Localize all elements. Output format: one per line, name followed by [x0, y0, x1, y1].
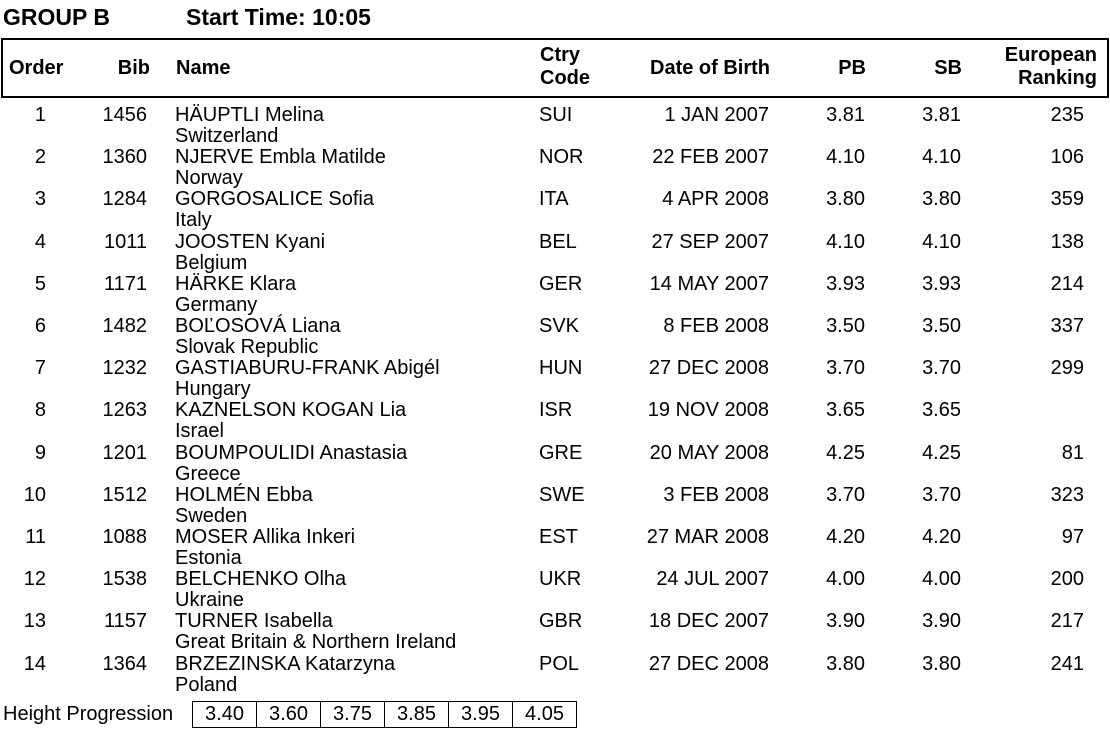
col-pb: PB — [838, 57, 866, 79]
athlete-name: BOUMPOULIDI Anastasia — [175, 441, 408, 464]
date-of-birth: 14 MAY 2007 — [649, 272, 769, 295]
country-code: POL — [539, 652, 580, 675]
order-cell: 4 — [34, 230, 46, 253]
col-ranking — [963, 44, 1097, 90]
height-box: 3.40 — [193, 702, 257, 727]
order-cell: 13 — [23, 610, 46, 633]
sb-cell: 3.70 — [922, 357, 961, 380]
ranking-cell: 337 — [1050, 315, 1084, 337]
table-row — [0, 609, 1110, 654]
col-ctry-code — [540, 44, 590, 90]
sb-cell: 3.81 — [922, 104, 961, 126]
athlete-country: Switzerland — [175, 125, 279, 147]
ranking-cell: 214 — [1050, 272, 1084, 295]
start-time: Start Time: 10:05 — [186, 4, 371, 30]
date-of-birth: 27 SEP 2007 — [651, 230, 769, 253]
pb-cell: 4.20 — [826, 526, 865, 548]
table-row — [0, 483, 1110, 525]
sb-cell: 3.80 — [922, 188, 961, 211]
sb-cell: 4.00 — [922, 568, 961, 591]
table-row — [0, 567, 1110, 612]
table-row — [0, 230, 1110, 272]
order-cell: 8 — [34, 399, 46, 422]
pb-cell: 3.90 — [826, 610, 865, 633]
height-box: 4.05 — [525, 703, 564, 725]
country-code: GER — [539, 272, 583, 295]
pb-cell: 4.10 — [826, 146, 865, 169]
athlete-name: MOSER Allika Inkeri — [175, 526, 356, 548]
table-row — [0, 272, 1110, 314]
date-of-birth: 3 FEB 2008 — [663, 483, 769, 506]
sb-cell: 3.50 — [922, 315, 961, 337]
order-cell: 14 — [23, 652, 46, 675]
country-code: GRE — [539, 441, 583, 464]
ranking-cell: 81 — [1061, 441, 1084, 464]
height-box: 3.95 — [449, 702, 513, 727]
athlete-country: Ukraine — [175, 589, 244, 612]
col-ctry-line1: Ctry — [540, 44, 581, 66]
bib-cell: 1364 — [102, 652, 147, 675]
ranking-cell: 106 — [1050, 146, 1084, 169]
col-name: Name — [176, 57, 231, 79]
table-row — [0, 145, 1110, 190]
ranking-cell: 359 — [1050, 188, 1084, 211]
date-of-birth: 20 MAY 2008 — [649, 441, 769, 464]
col-ctry-line2: Code — [540, 67, 590, 89]
athlete-name: TURNER Isabella — [175, 610, 333, 633]
col-dob: Date of Birth — [650, 57, 770, 79]
bib-cell: 1284 — [102, 188, 147, 211]
bib-cell: 1538 — [102, 568, 147, 591]
athlete-country: Belgium — [175, 251, 248, 274]
sb-cell: 3.70 — [922, 483, 961, 506]
athlete-name: BELCHENKO Olha — [175, 568, 347, 591]
country-code: SWE — [539, 483, 585, 506]
bib-cell: 1263 — [102, 399, 147, 422]
col-bib: Bib — [117, 57, 150, 79]
sb-cell: 3.65 — [922, 399, 961, 422]
country-code: EST — [539, 526, 578, 548]
ranking-cell: 241 — [1050, 652, 1084, 675]
sb-cell: 4.25 — [922, 441, 961, 464]
order-cell: 7 — [34, 357, 46, 380]
date-of-birth: 8 FEB 2008 — [663, 315, 769, 337]
ranking-cell: 200 — [1050, 568, 1084, 591]
athlete-name: HOLMÉN Ebba — [175, 483, 313, 506]
pb-cell: 3.50 — [826, 315, 865, 337]
col-rank-line1: European — [1004, 44, 1097, 66]
order-cell: 2 — [34, 146, 46, 169]
ranking-cell: 323 — [1050, 483, 1084, 506]
pb-cell: 3.93 — [826, 272, 865, 295]
athlete-country: Great Britain & Northern Ireland — [175, 631, 457, 654]
bib-cell: 1157 — [103, 610, 147, 633]
order-cell: 1 — [34, 104, 46, 126]
table-row — [0, 356, 1110, 401]
order-cell: 6 — [34, 315, 46, 337]
table-row — [0, 652, 1110, 694]
order-cell: 9 — [34, 441, 46, 464]
sb-cell: 3.90 — [922, 610, 961, 633]
table-row — [0, 398, 1110, 443]
date-of-birth: 22 FEB 2007 — [652, 146, 769, 169]
country-code: HUN — [539, 357, 583, 380]
date-of-birth: 18 DEC 2007 — [648, 610, 769, 633]
country-code: NOR — [539, 146, 584, 169]
date-of-birth: 1 JAN 2007 — [664, 104, 769, 126]
sb-cell: 4.20 — [922, 526, 961, 548]
height-box: 3.85 — [385, 702, 449, 727]
bib-cell: 1088 — [102, 526, 147, 548]
athlete-name: BRZEZINSKA Katarzyna — [175, 652, 396, 675]
col-order: Order — [9, 57, 64, 79]
height-progression-label: Height Progression — [3, 703, 174, 725]
table-row — [0, 103, 1110, 145]
table-row — [0, 187, 1110, 232]
athlete-name: GASTIABURU-FRANK Abigél — [175, 357, 440, 380]
pb-cell: 3.70 — [826, 357, 865, 380]
bib-cell: 1360 — [102, 146, 147, 169]
order-cell: 10 — [23, 483, 46, 506]
athlete-name: HÄRKE Klara — [175, 272, 297, 295]
order-cell: 12 — [23, 568, 46, 591]
sb-cell: 4.10 — [922, 230, 961, 253]
col-rank-line2: Ranking — [1018, 67, 1097, 89]
bib-cell: 1011 — [103, 230, 147, 253]
ranking-cell: 217 — [1050, 610, 1084, 633]
pb-cell: 3.80 — [826, 652, 865, 675]
sb-cell: 4.10 — [922, 146, 961, 169]
bib-cell: 1232 — [102, 357, 147, 380]
pb-cell: 3.81 — [826, 104, 865, 126]
order-cell: 5 — [34, 272, 46, 295]
group-title: GROUP B — [3, 4, 110, 30]
height-box: 3.60 — [257, 702, 321, 727]
col-sb: SB — [934, 57, 962, 79]
table-row — [0, 525, 1110, 567]
ranking-cell: 235 — [1050, 104, 1084, 126]
athlete-country: Greece — [175, 462, 241, 485]
country-code: SUI — [539, 104, 573, 126]
table-row — [0, 441, 1110, 483]
pb-cell: 3.80 — [826, 188, 865, 211]
athlete-country: Israel — [175, 420, 224, 443]
height-progression-boxes — [192, 701, 577, 728]
athlete-country: Slovak Republic — [175, 336, 319, 358]
ranking-cell: 97 — [1061, 526, 1084, 548]
country-code: GBR — [539, 610, 583, 633]
athlete-name: HÄUPTLI Melina — [175, 104, 324, 126]
pb-cell: 3.65 — [826, 399, 865, 422]
date-of-birth: 27 MAR 2008 — [646, 526, 769, 548]
order-cell: 11 — [25, 526, 46, 548]
ranking-cell: 299 — [1050, 357, 1084, 380]
date-of-birth: 24 JUL 2007 — [656, 568, 769, 591]
pb-cell: 4.25 — [826, 441, 865, 464]
bib-cell: 1482 — [102, 315, 147, 337]
athlete-country: Sweden — [175, 504, 248, 527]
bib-cell: 1456 — [102, 104, 147, 126]
height-box: 3.75 — [321, 702, 385, 727]
date-of-birth: 19 NOV 2008 — [647, 399, 769, 422]
athlete-name: JOOSTEN Kyani — [175, 230, 326, 253]
date-of-birth: 27 DEC 2008 — [648, 357, 769, 380]
athlete-country: Norway — [175, 167, 243, 190]
ranking-cell: 138 — [1050, 230, 1084, 253]
athlete-country: Estonia — [175, 547, 242, 569]
athlete-country: Hungary — [175, 378, 251, 401]
sb-cell: 3.80 — [922, 652, 961, 675]
athlete-country: Italy — [175, 209, 212, 232]
athlete-name: KAZNELSON KOGAN Lia — [175, 399, 407, 422]
table-header — [1, 38, 1109, 98]
sb-cell: 3.93 — [922, 272, 961, 295]
athlete-name: NJERVE Embla Matilde — [175, 146, 386, 169]
table-row — [0, 314, 1110, 356]
athlete-name: BOĽOSOVÁ Liana — [175, 315, 341, 337]
date-of-birth: 27 DEC 2008 — [648, 652, 769, 675]
pb-cell: 4.10 — [826, 230, 865, 253]
date-of-birth: 4 APR 2008 — [662, 188, 769, 211]
country-code: SVK — [539, 315, 580, 337]
pb-cell: 4.00 — [826, 568, 865, 591]
country-code: ITA — [539, 188, 569, 211]
country-code: UKR — [539, 568, 582, 591]
bib-cell: 1201 — [102, 441, 147, 464]
order-cell: 3 — [34, 188, 46, 211]
athlete-country: Poland — [175, 673, 238, 696]
country-code: BEL — [539, 230, 577, 253]
bib-cell: 1171 — [103, 272, 147, 295]
pb-cell: 3.70 — [826, 483, 865, 506]
bib-cell: 1512 — [102, 483, 147, 506]
country-code: ISR — [539, 399, 573, 422]
athlete-name: GORGOSALICE Sofia — [175, 188, 374, 211]
athlete-country: Germany — [175, 293, 258, 316]
